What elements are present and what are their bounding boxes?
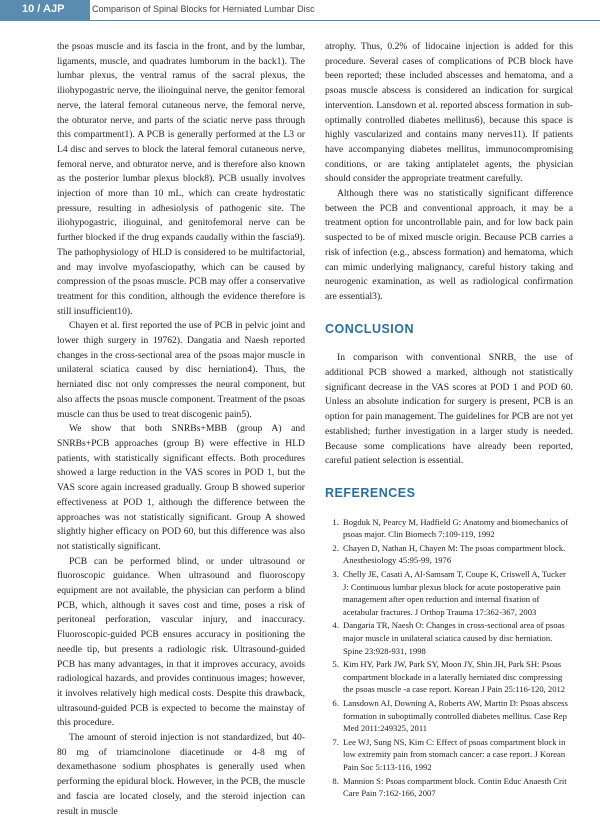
reference-item: 6. Lansdown AJ, Downing A, Roberts AW, Martin D: Psoas abscess formation in suboptimally controlled diabetes mellitus. Case Rep Med 2011:249325, 2011 [341,697,573,735]
running-header [0,0,600,20]
reference-item: 4. Dangaria TR, Naesh O: Changes in cross-sectional area of psoas major muscle in unilateral sciatica caused by disc herniation. Spine 23:928-931, 1998 [341,619,573,657]
left-column [57,40,305,819]
running-title: Comparison of Spinal Blocks for Herniated Lumbar Disc [92,4,315,14]
conclusion-text: In comparison with conventional SNRB, the use of additional PCB showed a marked, although not statistically significant decrease in the VAS scores at POD 1 and POD 60. Unless an absolute indication for surgery is present, PCB is an option for pain management. The guidelines for PCB are not yet established; further investigation in a larger study is needed. Because some complications have already been reported, careful patient selection is essential. [325,352,573,467]
reference-item: 1. Bogduk N, Pearcy M, Hadfield G: Anatomy and biomechanics of psoas major. Clin Biomech 7:109-119, 1992 [341,516,573,541]
conclusion-heading: CONCLUSION [325,321,415,336]
references-heading: REFERENCES [325,485,416,500]
paragraph: Although there was no statistically significant difference between the PCB and conventional approach, it may be a treatment option for uncontrollable pain, and for low back pain suspected to be of mixed muscle origin. Because PCB carries a risk of infection (e.g., abscess formation) and hematoma, which can mimic underlying malignancy, careful history taking and neurogenic examination, as well as radiological confirmation are essential3). [325,188,573,302]
paragraph: PCB can be performed blind, or under ultrasound or fluoroscopic guidance. When ultrasound and fluoroscopy equipment are not available, the physician can perform a blind PCB, which, although it saves cost and time, poses a risk of peritoneal perforation, vascular injury, and inaccuracy. Fluoroscopic-guided PCB ensures accuracy in positioning the needle tip, but presents a radiologic risk. Ultrasound-guided PCB has many advantages, in that it improves accuracy, avoids radiological hazards, and provides continuous images; however, it involves relatively high medical costs. Despite this drawback, ultrasound-guided PCB is expected to become the mainstay of this procedure. [57,555,305,729]
paragraph: the psoas muscle and its fascia in the front, and by the lumbar, ligaments, muscle, and quadrates lumborum in the back1). The lumbar plexus, the ventral ramus of the sacral plexus, the iliohypogastric nerve, the ilioinguinal nerve, the genitor femoral nerve, the lateral femoral cutaneous nerve, the femoral nerve, the obturator nerve, and parts of the sciatic nerve pass through this compartment1). A PCB is generally performed at the L3 or L4 disc and serves to block the lateral femoral cutaneous nerve, femoral nerve, and obturator nerve, and is therefore also known as the posterior lumbar plexus block8). PCB usually involves injection of more than 10 mL, which can create hydrostatic pressure, resulting in adhesiolysis of pathogenic site. The iliohypogastric, ilioguinal, and genitofemoral nerve can be further blocked if the drug expands caudally within the fascia9). The pathophysiology of HLD is considered to be multifactorial, and may involve myofasciopathy, which can be caused by compression of the psoas muscle. PCB may offer a conservative treatment for this condition, although the evidence therefore is still insufficient10). [57,41,305,317]
paragraph: We show that both SNRBs+MBB (group A) and SNRBs+PCB approaches (group B) were effective in HLD patients, with statistically significant effects. Both procedures showed a large reduction in the VAS scores in POD 1, but the VAS score again increased gradually. Group B showed superior effectiveness at POD 1, although the difference between the approaches was not statistically significant. Group A showed slightly higher efficacy on POD 60, but this difference was also not statistically significant. [57,423,305,552]
paragraph: atrophy. Thus, 0.2% of lidocaine injection is added for this procedure. Several cases of complications of PCB block have been reported; these included abscesses and hematoma, and a psoas muscle abscess is considered an indication for surgical intervention. Lansdown et al. reported abscess formation in sub-optimally controlled diabetes mellitus6), because this space is highly vascularized and contains many nerves11). If patients have accompanying diabetes mellitus, immunocompromising conditions, or are taking antiplatelet agents, the physician should consider the appropriate treatment carefully. [325,41,573,185]
header-divider [0,20,600,21]
reference-item: 8. Mannion S: Psoas compartment block. Contin Educ Anaesth Crit Care Pain 7:162-166, 2007 [341,775,573,800]
reference-list [325,516,573,800]
reference-item: 5. Kim HY, Park JW, Park SY, Moon JY, Shin JH, Park SH: Psoas compartment blockade in a laterally herniated disc compressing the psoas muscle -a case report. Korean J Pain 25:116-120, 2012 [341,658,573,696]
reference-item: 7. Lee WJ, Sung NS, Kim C: Effect of psoas compartment block in low extremity pain from stomach cancer: a case report. J Korean Pain Soc 5:113-116, 1992 [341,736,573,774]
paragraph: Chayen et al. first reported the use of PCB in pelvic joint and lower thigh surgery in 19762). Dangatia and Naesh reported changes in the cross-sectional area of the psoas major muscle in unilateral sciatica caused by disc herniation4). Thus, the herniated disc not only compresses the neural component, but also affects the psoas muscle component. Treatment of the psoas muscle can thus be used to treat discogenic pain5). [57,320,305,420]
right-column [325,40,573,801]
paragraph: The amount of steroid injection is not standardized, but 40-80 mg of triamcinolone diacetinude or 4-8 mg of dexamethasone sodium phosphates is generally used when performing the epidural block. However, in the PCB, the muscle and fascia are located closely, and the steroid injection can result in muscle [57,732,305,817]
reference-item: 2. Chayen D, Nathan H, Chayen M: The psoas compartment block. Anesthesiology 45:95-99, 1976 [341,542,573,567]
reference-item: 3. Chelly JE, Casati A, Al-Samsam T, Coupe K, Criswell A, Tucker J: Continuous lumbar plexus block for acute postoperative pain management after open reduction and internal fixation of acetabular fractures. J Orthop Trauma 17:362-367, 2003 [341,568,573,618]
page-number: 10 / AJP [22,3,65,15]
